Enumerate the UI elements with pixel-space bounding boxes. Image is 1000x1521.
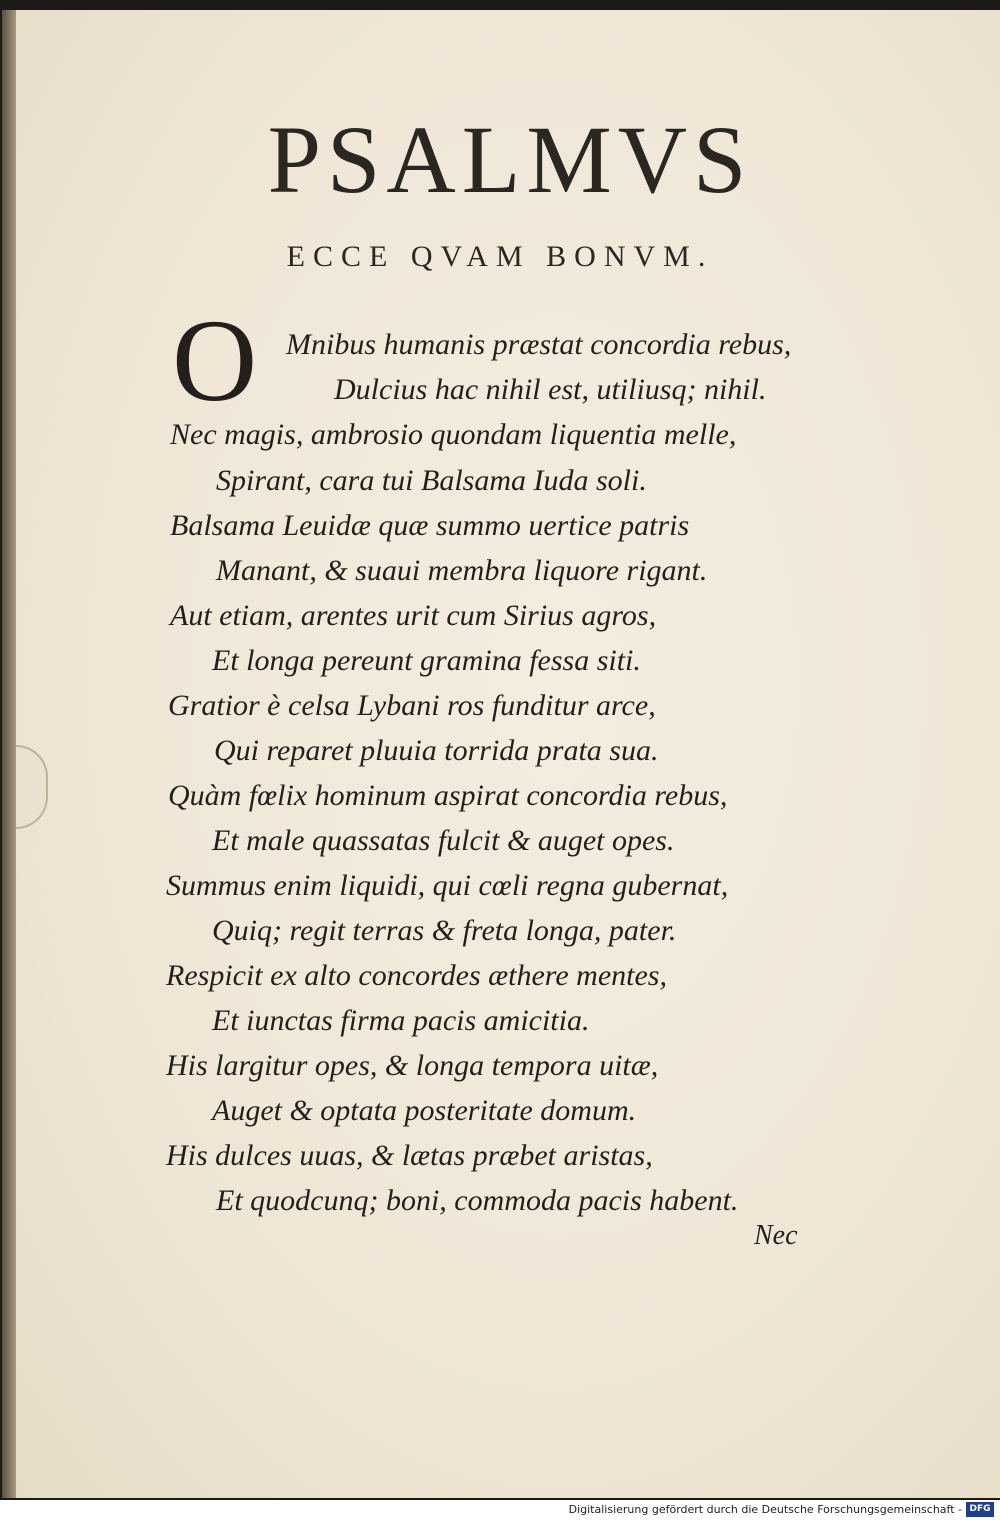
verse-line: Et longa pereunt gramina fessa siti. xyxy=(212,644,641,677)
verse-line: Respicit ex alto concordes æthere mentes, xyxy=(166,959,667,992)
footer-bar xyxy=(0,1500,1000,1521)
page-title: PSALMVS xyxy=(267,106,753,213)
verse-line: His dulces uuas, & lætas præbet aristas, xyxy=(166,1139,653,1172)
verse-line: Quiq; regit terras & freta longa, pater. xyxy=(212,914,677,947)
verse-line: Auget & optata posteritate domum. xyxy=(212,1094,637,1127)
drop-cap: O xyxy=(172,295,258,426)
verse-line: Aut etiam, arentes urit cum Sirius agros, xyxy=(170,599,657,632)
verse-line: Gratior è celsa Lybani ros funditur arce, xyxy=(168,689,656,722)
footer-credit: Digitalisierung gefördert durch die Deutsche Forschungsgemeinschaft - xyxy=(568,1503,962,1516)
verse-line: Dulcius hac nihil est, utiliusq; nihil. xyxy=(334,373,767,406)
verse-line: Summus enim liquidi, qui cœli regna gubernat, xyxy=(166,869,729,902)
verse-line: His largitur opes, & longa tempora uitæ, xyxy=(166,1049,659,1082)
verse-line: Nec magis, ambrosio quondam liquentia melle, xyxy=(170,418,737,451)
verse-line: Mnibus humanis præstat concordia rebus, xyxy=(286,328,792,361)
verse-line: Et quodcunq; boni, commoda pacis habent. xyxy=(216,1184,739,1217)
verse-line: Qui reparet pluuia torrida prata sua. xyxy=(214,734,659,767)
verse-line: Balsama Leuidæ quæ summo uertice patris xyxy=(170,509,690,542)
verse-line: Manant, & suaui membra liquore rigant. xyxy=(216,554,708,587)
dfg-logo: DFG xyxy=(966,1502,994,1517)
page-subtitle: ECCE QVAM BONVM. xyxy=(286,240,714,273)
verse-line: Quàm fœlix hominum aspirat concordia rebus, xyxy=(168,779,728,812)
verse-line: Et iunctas firma pacis amicitia. xyxy=(212,1004,590,1037)
catchword: Nec xyxy=(754,1220,798,1251)
verse-line: Spirant, cara tui Balsama Iuda soli. xyxy=(216,464,647,497)
verse-line: Et male quassatas fulcit & auget opes. xyxy=(212,824,675,857)
